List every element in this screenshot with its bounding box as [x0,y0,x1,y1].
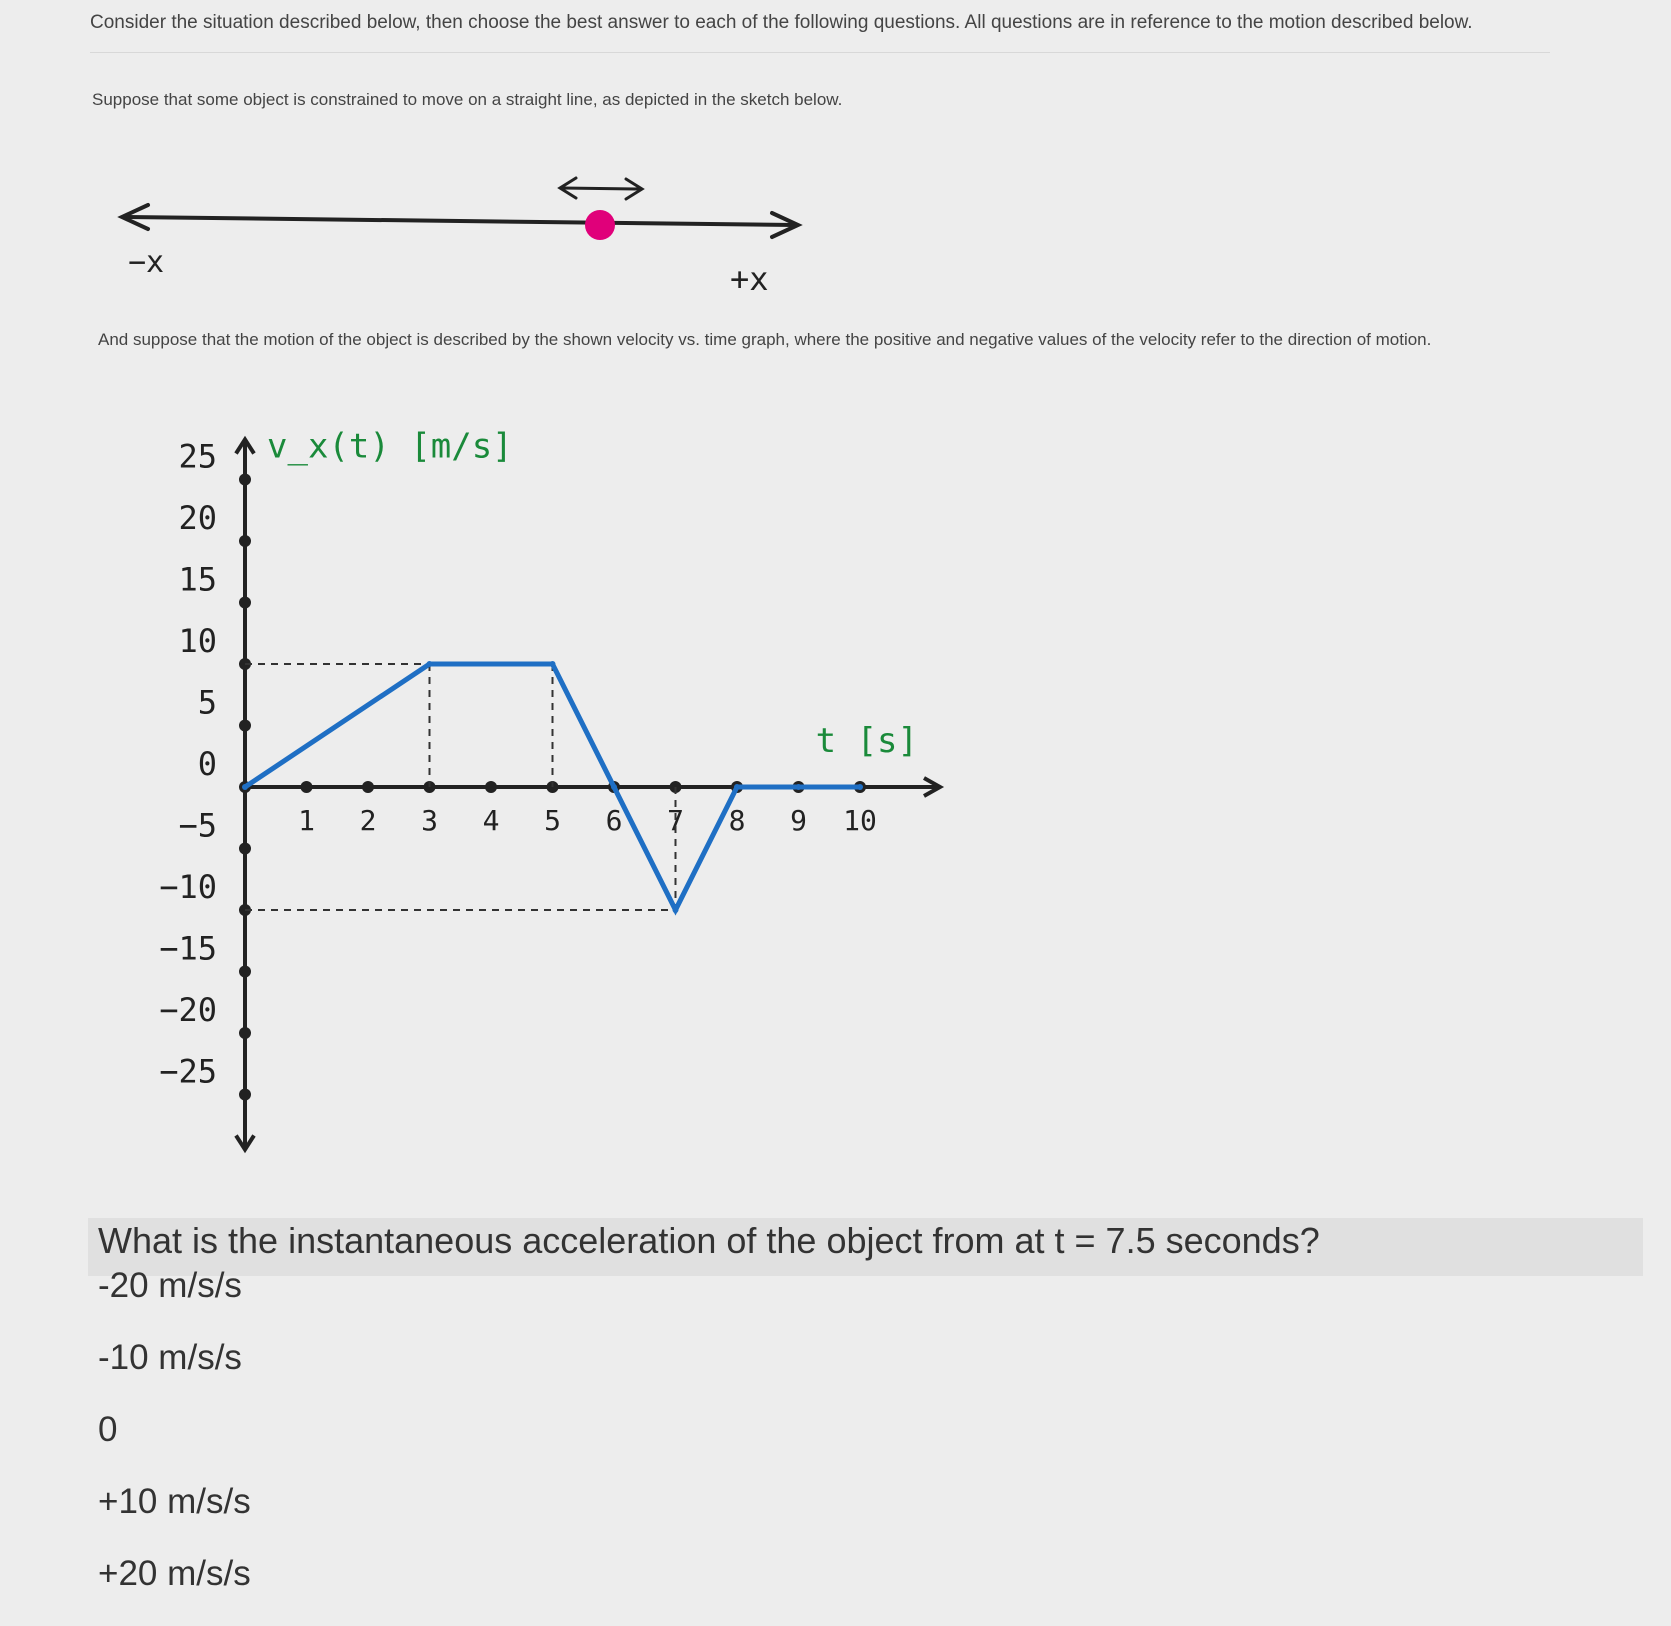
velocity-data-point [242,784,248,790]
x-axis-label: t [s] [815,721,918,761]
y-tick-label: −15 [159,929,217,968]
y-tick-dot [239,1089,251,1101]
velocity-data-point [857,784,863,790]
answer-option-4[interactable]: +10 m/s/s [98,1482,251,1521]
y-tick-dot [239,1027,251,1039]
y-tick-label: 25 [178,437,217,476]
x-tick-label: 2 [359,804,377,837]
velocity-data-point [550,661,556,667]
stem-graph-text: And suppose that the motion of the object is described by the shown velocity vs. time graph, where the positive and negative values of the velocity refer to the direction of motion. [98,330,1432,349]
y-tick-dot [239,720,251,732]
y-tick-label: −25 [159,1052,217,1091]
x-tick-dot [485,781,497,793]
x-tick-label: 5 [544,804,561,837]
x-tick-label: 6 [605,804,623,837]
velocity-time-chart [159,427,940,1150]
number-line [125,217,795,225]
neg-x-label: −x [128,245,165,280]
y-tick-dot [239,843,251,855]
y-tick-label: −10 [159,868,217,906]
y-axis-label: v_x(t) [m/s] [267,426,513,467]
x-tick-label: 10 [843,804,877,837]
number-line-sketch [122,178,798,237]
x-tick-label: 7 [667,804,684,837]
y-tick-label: −5 [178,806,217,845]
motion-double-arrow-icon [562,188,640,189]
y-tick-dot [239,966,251,978]
y-tick-label: 10 [178,622,217,660]
x-tick-dot [301,781,313,793]
velocity-data-point [427,661,433,667]
y-tick-dot [239,474,251,486]
answer-options [98,1266,251,1626]
question-text: What is the instantaneous acceleration of the object from at t = 7.5 seconds? [98,1220,1320,1261]
x-tick-label: 9 [790,804,807,837]
velocity-data-point [611,784,617,790]
x-tick-label: 1 [298,804,315,837]
x-tick-label: 3 [421,804,438,837]
answer-option-5[interactable]: +20 m/s/s [98,1554,251,1593]
answer-option-3[interactable]: 0 [98,1410,118,1449]
y-tick-label: 20 [178,499,217,537]
y-tick-label: −20 [159,991,217,1029]
x-tick-dot [362,781,374,793]
x-tick-label: 8 [728,804,746,837]
answer-option-1[interactable]: -20 m/s/s [98,1266,242,1305]
stem-line-text: Suppose that some object is constrained to move on a straight line, as depicted in the sketch below. [92,90,843,109]
y-tick-dot [239,597,251,609]
answer-option-2[interactable]: -10 m/s/s [98,1338,242,1377]
velocity-data-point [673,907,679,913]
y-tick-label: 5 [197,683,217,722]
object-dot [585,210,615,240]
pos-x-label: +x [730,260,769,298]
intro-text: Consider the situation described below, then choose the best answer to each of the following questions. All questions are in reference to the motion described below. [90,12,1550,53]
x-tick-label: 4 [482,804,500,837]
y-tick-dot [239,535,251,547]
velocity-data-point [796,784,802,790]
y-tick-label: 0 [197,745,217,783]
velocity-data-point [734,784,740,790]
y-tick-label: 15 [178,560,217,599]
